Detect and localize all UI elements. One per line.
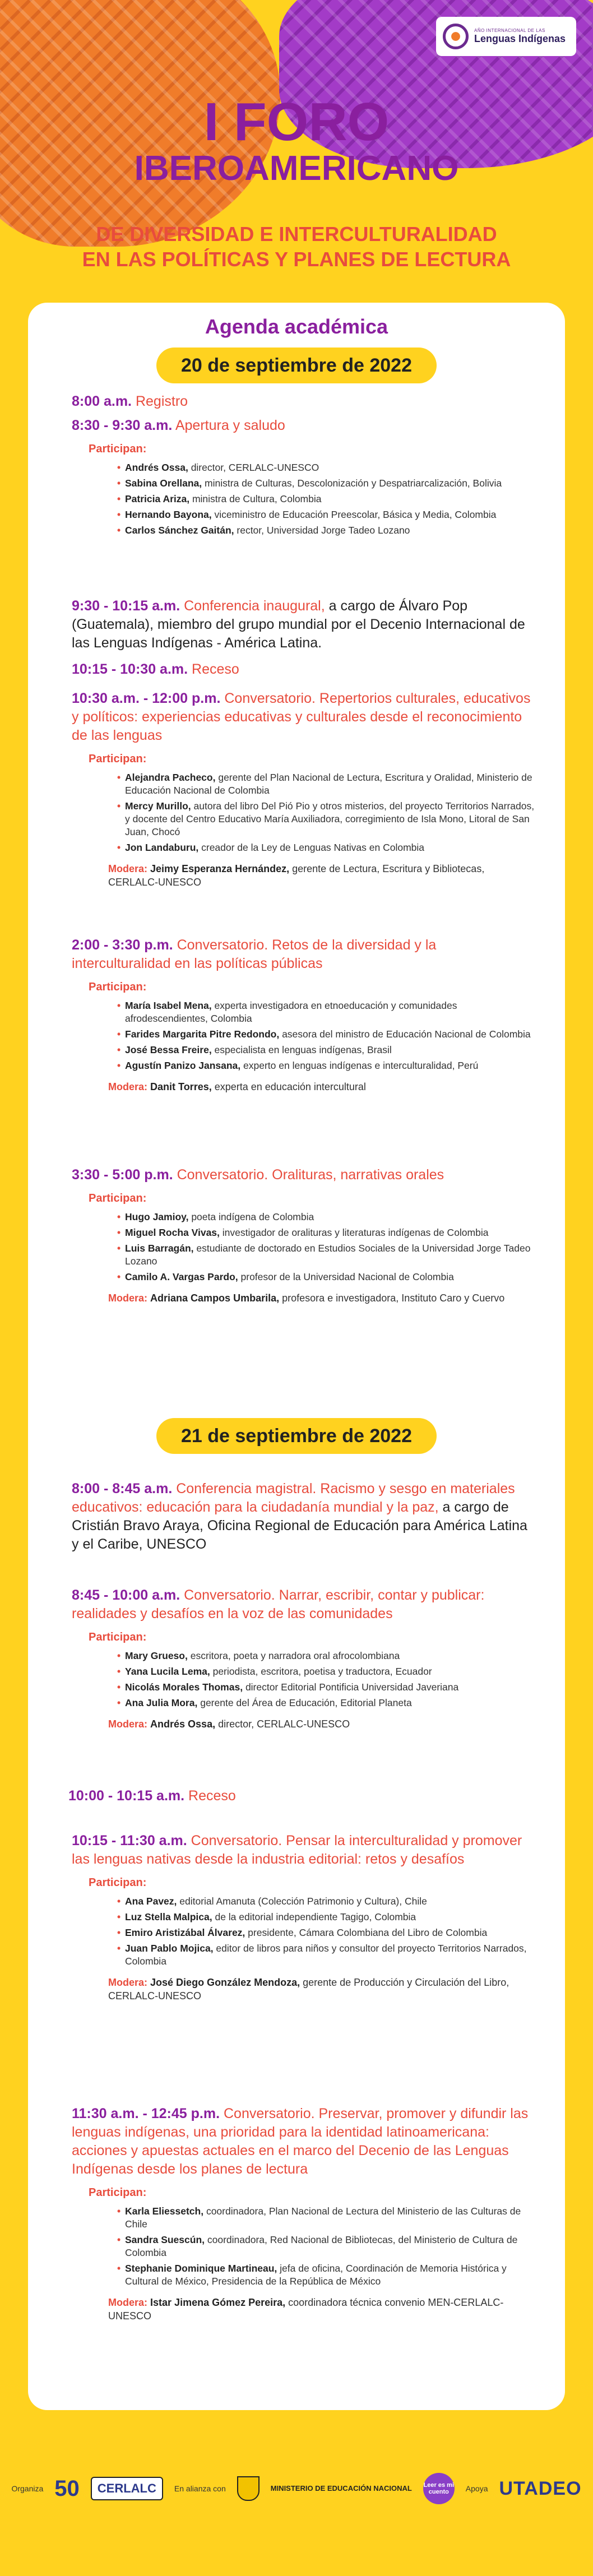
page-title: I FORO [203,92,390,152]
participants-list [72,999,537,1072]
item-time: 10:15 - 10:30 a.m. [72,661,188,677]
agenda-item [72,1480,537,1554]
colombia-shield-icon [237,2476,260,2501]
moderator: Modera: Adriana Campos Umbarila, profesora e investigadora, Instituto Caro y Cuervo [108,1292,505,1304]
agenda-item [72,1832,537,2003]
participants-heading: Participan: [89,1877,147,1889]
participant-item: • Hernando Bayona, viceministro de Educación Preescolar, Básica y Media, Colombia [125,508,537,521]
item-kind: Receso [192,661,239,677]
participant-item: • Hugo Jamioy, poeta indígena de Colombia [125,1211,537,1224]
agenda-item [72,689,537,889]
participant-item: • Sabina Orellana, ministra de Culturas, Descolonización y Despatriarcalización, Bolivia [125,477,537,490]
item-description: Repertorios culturales, educativos y políticos: experiencias educativas y culturales desde el reconocimiento de las lenguas [72,691,531,743]
item-time: 11:30 a.m. - 12:45 p.m. [72,2106,220,2121]
item-kind: Conversatorio. [177,937,268,953]
item-time: 3:30 - 5:00 p.m. [72,1167,173,1183]
subtitle-line-1: DE DIVERSIDAD E INTERCULTURALIDAD [96,223,497,245]
logo-big-text: Lenguas Indígenas [474,33,566,44]
participants-list [72,1895,537,1968]
participant-item: • Stephanie Dominique Martineau, jefa de oficina, Coordinación de Memoria Histórica y Cultural de México, Presidencia de la República de México [125,2262,537,2288]
item-time: 8:00 a.m. [72,393,132,409]
participant-item: • Jon Landaburu, creador de la Ley de Lenguas Nativas en Colombia [125,841,537,854]
subtitle-line-2: EN LAS POLÍTICAS Y PLANES DE LECTURA [82,248,511,271]
ministerio-logo: MINISTERIO DE EDUCACIÓN NACIONAL [270,2484,412,2492]
item-description-rest: a cargo de Cristián Bravo Araya, Oficina Regional de Educación para América Latina y el Caribe, UNESCO [72,1499,527,1552]
participant-item: • Sandra Suescún, coordinadora, Red Nacional de Bibliotecas, del Ministerio de Cultura de Colombia [125,2234,537,2259]
agenda-item [72,1166,537,1305]
item-time: 2:00 - 3:30 p.m. [72,937,173,953]
participant-item: • Juan Pablo Mojica, editor de libros para niños y consultor del proyecto Territorios Narrados, Colombia [125,1942,537,1968]
agenda-item [72,392,537,411]
item-kind: Receso [188,1788,236,1804]
item-description: Preservar, promover y difundir las lenguas indígenas, una prioridad para la identidad latinoamericana: acciones y apuestas actuales en el marco del Decenio de las Lenguas Indígenas desde los planes de lectura [72,2106,529,2177]
participants-heading: Participan: [89,1192,147,1204]
participants-heading: Participan: [89,981,147,993]
participant-item: • José Bessa Freire, especialista en lenguas indígenas, Brasil [125,1044,537,1057]
participant-item: • Karla Eliessetch, coordinadora, Plan Nacional de Lectura del Ministerio de las Culturas de Chile [125,2205,537,2231]
page-subtitle [0,221,593,272]
item-description: Narrar, escribir, contar y publicar: realidades y desafíos en la voz de las comunidades [72,1587,485,1621]
participant-item: • Mary Grueso, escritora, poeta y narradora oral afrocolombiana [125,1650,537,1662]
participant-item: • Patricia Ariza, ministra de Cultura, Colombia [125,493,537,506]
organiza-label: Organiza [11,2484,44,2493]
item-kind: Conversatorio. [224,691,316,706]
agenda-item [72,1586,537,1731]
page-title-2: IBEROAMERICANO [134,149,459,188]
utadeo-logo: UTADEO [499,2477,582,2499]
item-description: Racismo y sesgo en materiales educativos: educación para la ciudadanía mundial y la paz, [72,1481,515,1515]
item-description: Retos de la diversidad y la interculturalidad en las políticas públicas [72,937,437,971]
participant-item: • Luz Stella Malpica, de la editorial independiente Tagigo, Colombia [125,1911,537,1924]
participants-heading: Participan: [89,443,147,455]
moderator: Modera: Istar Jimena Gómez Pereira, coordinadora técnica convenio MEN-CERLALC-UNESCO [108,2297,504,2322]
participant-item: • Agustín Panizo Jansana, experto en lenguas indígenas e interculturalidad, Perú [125,1059,537,1072]
item-kind: Conversatorio. [184,1587,275,1603]
participant-item: • Luis Barragán, estudiante de doctorado en Estudios Sociales de la Universidad Jorge Tadeo Lozano [125,1242,537,1268]
participant-item: • Ana Julia Mora, gerente del Área de Educación, Editorial Planeta [125,1697,537,1709]
moderator: Modera: Danit Torres, experta en educación intercultural [108,1081,366,1092]
participants-list [72,2205,537,2288]
participant-item: • Alejandra Pacheco, gerente del Plan Nacional de Lectura, Escritura y Oralidad, Ministerio de Educación Nacional de Colombia [125,771,537,797]
participant-item: • Ana Pavez, editorial Amanuta (Colección Patrimonio y Cultura), Chile [125,1895,537,1908]
item-kind: Conferencia magistral. [176,1481,317,1497]
cerlalc-logo: CERLALC [91,2477,163,2500]
participant-item: • Mercy Murillo, autora del libro Del Pió Pio y otros misterios, del proyecto Territorios Narrados, y docente del Centro Educativo María Auxiliadora, corregimiento de Isla Mono, Litoral de San Juan, Chocó [125,800,537,838]
item-description: a cargo de Álvaro Pop (Guatemala), miembro del grupo mundial por el Decenio Internacional de las Lenguas Indígenas - América Latina. [72,598,525,651]
participant-item: • Nicolás Morales Thomas, director Editorial Pontificia Universidad Javeriana [125,1681,537,1694]
header [0,0,593,291]
participants-heading: Participan: [89,753,147,765]
item-kind: Conversatorio. [191,1833,282,1848]
footer-logos [0,2449,593,2528]
item-time: 10:00 - 10:15 a.m. [68,1788,185,1804]
item-kind: Registro [135,393,188,409]
participant-item: • Farides Margarita Pitre Redondo, asesora del ministro de Educación Nacional de Colombia [125,1028,537,1041]
participants-list [72,771,537,854]
participant-item: • Yana Lucila Lema, periodista, escritora, poetisa y traductora, Ecuador [125,1665,537,1678]
item-time: 10:15 - 11:30 a.m. [72,1833,187,1848]
item-description: Oralituras, narrativas orales [268,1167,444,1183]
participants-heading: Participan: [89,1631,147,1643]
leer-es-mi-cuento-logo: Leer es mi cuento [423,2473,455,2504]
participants-list [72,1650,537,1709]
participant-item: • Miguel Rocha Vivas, investigador de oralituras y literaturas indígenas de Colombia [125,1226,537,1239]
fifty-years-logo: 50 [54,2476,80,2501]
logo-small-text: AÑO INTERNACIONAL DE LAS [474,28,545,33]
agenda-item [72,597,537,652]
participant-item: • Emiro Aristizábal Álvarez, presidente, Cámara Colombiana del Libro de Colombia [125,1926,537,1939]
agenda-title: Agenda académica [205,315,388,338]
agenda-item [72,660,537,679]
moderator: Modera: José Diego González Mendoza, gerente de Producción y Circulación del Libro, CERLALC-UNESCO [108,1977,509,2002]
item-time: 8:30 - 9:30 a.m. [72,418,173,433]
participant-item: • Andrés Ossa, director, CERLALC-UNESCO [125,461,537,474]
apoya-label: Apoya [465,2484,488,2493]
agenda-item [72,2105,537,2323]
item-kind: Apertura y saludo [175,418,285,433]
item-time: 9:30 - 10:15 a.m. [72,598,180,614]
emblem-icon [443,24,469,49]
participant-item: • Camilo A. Vargas Pardo, profesor de la Universidad Nacional de Colombia [125,1271,537,1284]
alianza-label: En alianza con [174,2484,226,2493]
agenda-item [72,416,537,540]
participant-item: • Carlos Sánchez Gaitán, rector, Universidad Jorge Tadeo Lozano [125,524,537,537]
item-kind: Conversatorio. [177,1167,268,1183]
item-time: 8:45 - 10:00 a.m. [72,1587,180,1603]
moderator: Modera: Andrés Ossa, director, CERLALC-UNESCO [108,1718,350,1730]
item-time: 8:00 - 8:45 a.m. [72,1481,173,1497]
lenguas-indigenas-logo [436,17,576,56]
agenda-item [68,1787,534,1805]
item-kind: Conversatorio. [223,2106,315,2121]
item-kind: Conferencia inaugural, [184,598,325,614]
item-description: Pensar la interculturalidad y promover las lenguas nativas desde la industria editorial: retos y desafíos [72,1833,522,1867]
date-badge-day-2: 21 de septiembre de 2022 [156,1418,437,1454]
participants-heading: Participan: [89,2186,147,2199]
agenda-item [72,936,537,1094]
participants-list [72,461,537,537]
participant-item: • María Isabel Mena, experta investigadora en etnoeducación y comunidades afrodescendientes, Colombia [125,999,537,1025]
item-time: 10:30 a.m. - 12:00 p.m. [72,691,221,706]
date-badge-day-1: 20 de septiembre de 2022 [156,348,437,383]
participants-list [72,1211,537,1284]
agenda-card [28,303,565,2410]
moderator: Modera: Jeimy Esperanza Hernández, gerente de Lectura, Escritura y Bibliotecas, CERLALC-UNESCO [108,863,485,888]
